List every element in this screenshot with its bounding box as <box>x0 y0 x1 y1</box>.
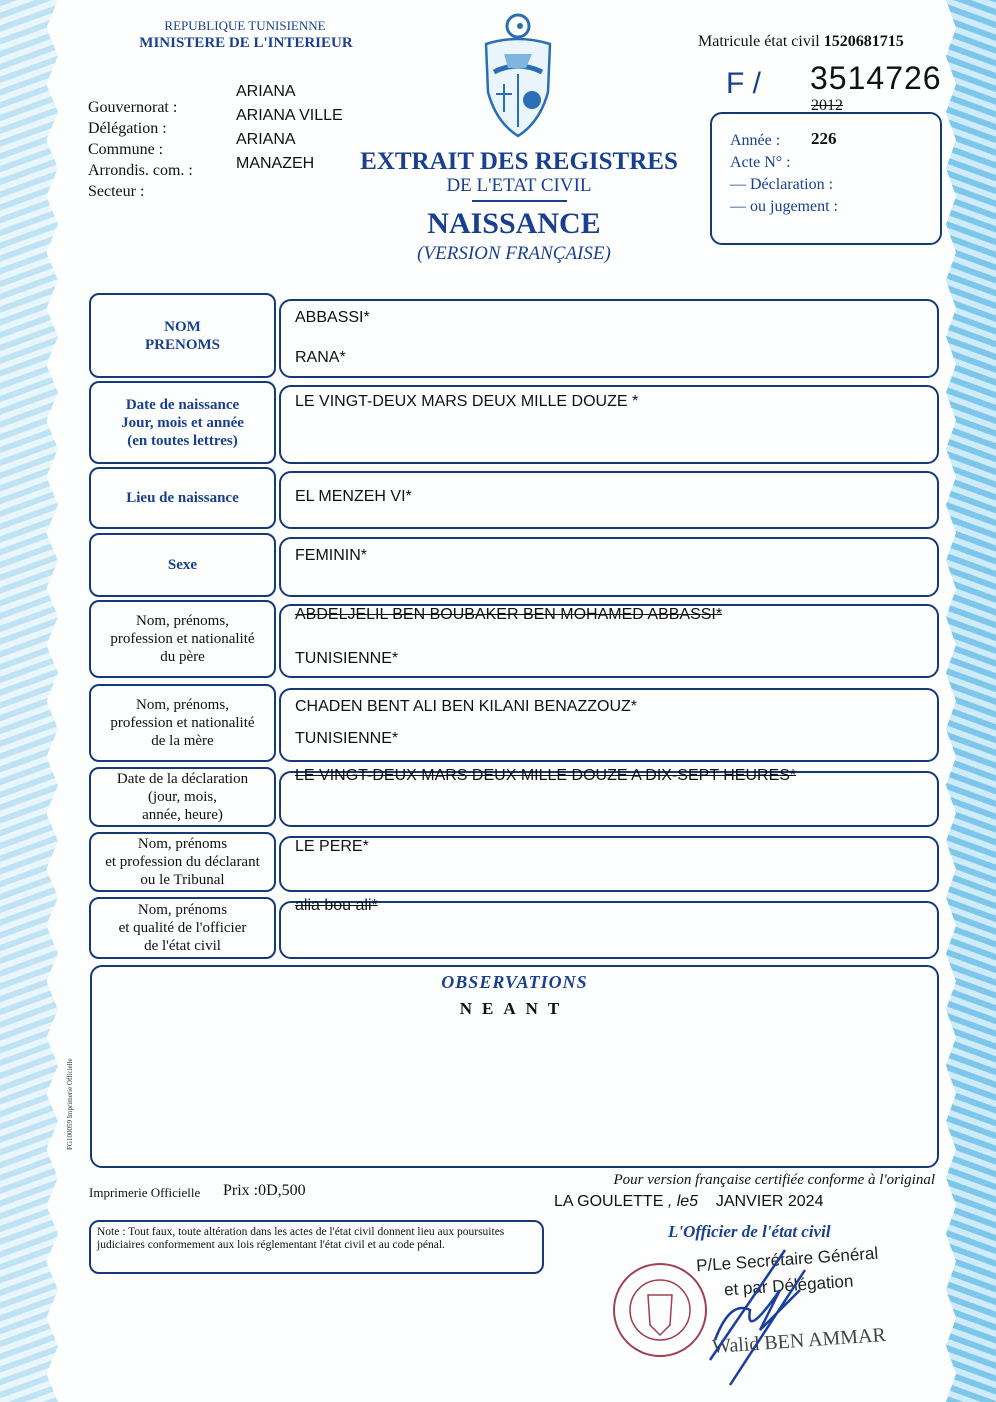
row-value: LE VINGT-DEUX MARS DEUX MILLE DOUZE A DIX-SEPT HEURES* <box>295 767 797 784</box>
secteur-label: Secteur : <box>88 183 145 200</box>
gouvernorat-value: ARIANA <box>236 83 296 100</box>
row-value-box <box>279 688 939 762</box>
row-value-box <box>279 836 939 892</box>
observations-title: OBSERVATIONS <box>441 972 588 992</box>
gouvernorat-label: Gouvernorat : <box>88 99 178 116</box>
certified-label: Pour version française certifiée conforme à l'original <box>613 1172 935 1188</box>
row-value-box <box>279 471 939 529</box>
row-label: Date de la déclaration (jour, mois, année, heure) <box>89 767 276 827</box>
issue-date <box>554 1192 823 1211</box>
title-version: (VERSION FRANÇAISE) <box>417 243 611 264</box>
acte-label: Acte N° : <box>730 154 791 171</box>
row-value-box <box>279 897 939 959</box>
row-label: Nom, prénoms et profession du déclarant ou le Tribunal <box>89 832 276 892</box>
delegation-value: ARIANA VILLE <box>236 107 343 124</box>
title-divider <box>472 200 567 202</box>
annee-value: 2012 <box>811 97 843 114</box>
row-value: EL MENZEH VI* <box>295 488 412 505</box>
row-value-box <box>279 537 939 597</box>
declaration-label: — Déclaration : <box>730 176 834 193</box>
side-print: FG100059 Imprimerie Officielle <box>66 1058 74 1150</box>
row-value: RANA* <box>295 349 346 366</box>
issue-place: LA GOULETTE <box>554 1193 664 1210</box>
observations-box <box>90 965 939 1168</box>
arrondissement-value: MANAZEH <box>236 155 315 172</box>
arrondissement-label: Arrondis. com. : <box>88 162 193 179</box>
row-value: ABBASSI* <box>295 309 370 326</box>
matricule <box>698 33 904 51</box>
row-value: TUNISIENNE* <box>295 730 399 747</box>
observations-value: NEANT <box>459 999 570 1018</box>
delegation-line1: P/Le Secrétaire Général <box>695 1243 879 1276</box>
printer-label: Imprimerie Officielle <box>89 1185 201 1200</box>
republic-label: REPUBLIQUE TUNISIENNE <box>164 18 326 33</box>
row-label: NOM PRENOMS <box>89 293 276 378</box>
row-label: Nom, prénoms, profession et nationalité de la mère <box>89 684 276 762</box>
row-value-box <box>279 767 939 827</box>
delegation-label: Délégation : <box>88 120 167 137</box>
ministry-label: MINISTERE DE L'INTERIEUR <box>139 35 353 51</box>
title-naissance: NAISSANCE <box>427 207 601 240</box>
issue-month-year: JANVIER 2024 <box>715 1193 824 1210</box>
delegation-line2: et par Délégation <box>723 1271 854 1300</box>
tunisia-coat-of-arms-icon <box>480 12 556 140</box>
row-label: Lieu de naissance <box>89 467 276 529</box>
row-value-box <box>279 299 939 378</box>
matricule-label: Matricule état civil <box>698 33 820 50</box>
legal-note: Note : Tout faux, toute altération dans les actes de l'état civil donnent lieu aux poursuites judiciaires conformement aux lois réglementant l'état civil et au code pénal. <box>89 1220 544 1274</box>
signature-icon <box>690 1230 890 1390</box>
annee-label: Année : <box>730 132 781 149</box>
title-extrait: EXTRAIT DES REGISTRES <box>360 148 678 175</box>
row-label: Date de naissance Jour, mois et année (en toutes lettres) <box>89 381 276 464</box>
row-label: Nom, prénoms, profession et nationalité du père <box>89 600 276 678</box>
row-label: Nom, prénoms et qualité de l'officier de l'état civil <box>89 897 276 959</box>
row-value: ABDELJELIL BEN BOUBAKER BEN MOHAMED ABBASSI* <box>295 606 723 623</box>
location-values <box>236 80 343 176</box>
row-value-box <box>279 385 939 464</box>
serial-prefix: F / <box>726 67 761 100</box>
matricule-value: 1520681715 <box>823 33 904 50</box>
commune-label: Commune : <box>88 141 164 158</box>
commune-value: ARIANA <box>236 131 296 148</box>
row-value: LE PERE* <box>295 838 369 855</box>
officer-title: L'Officier de l'état civil <box>668 1222 831 1241</box>
row-label: Sexe <box>89 533 276 597</box>
row-value: TUNISIENNE* <box>295 650 399 667</box>
jugement-label: — ou jugement : <box>730 198 838 215</box>
right-border-pattern <box>946 0 996 1402</box>
left-border-pattern <box>0 0 58 1402</box>
serial-number: 3514726 <box>810 60 942 96</box>
signatory-name: Walid BEN AMMAR <box>711 1323 887 1359</box>
issue-day: , le5 <box>667 1193 699 1210</box>
location-labels <box>88 97 193 202</box>
price-label: Prix :0D,500 <box>223 1182 306 1199</box>
title-etat-civil: DE L'ETAT CIVIL <box>446 175 592 196</box>
acte-value: 226 <box>811 129 837 148</box>
row-value: CHADEN BENT ALI BEN KILANI BENAZZOUZ* <box>295 698 638 715</box>
row-value-box <box>279 604 939 678</box>
row-value: LE VINGT-DEUX MARS DEUX MILLE DOUZE * <box>295 393 639 410</box>
row-value: alia bou ali* <box>295 897 378 914</box>
row-value: FEMININ* <box>295 547 367 564</box>
